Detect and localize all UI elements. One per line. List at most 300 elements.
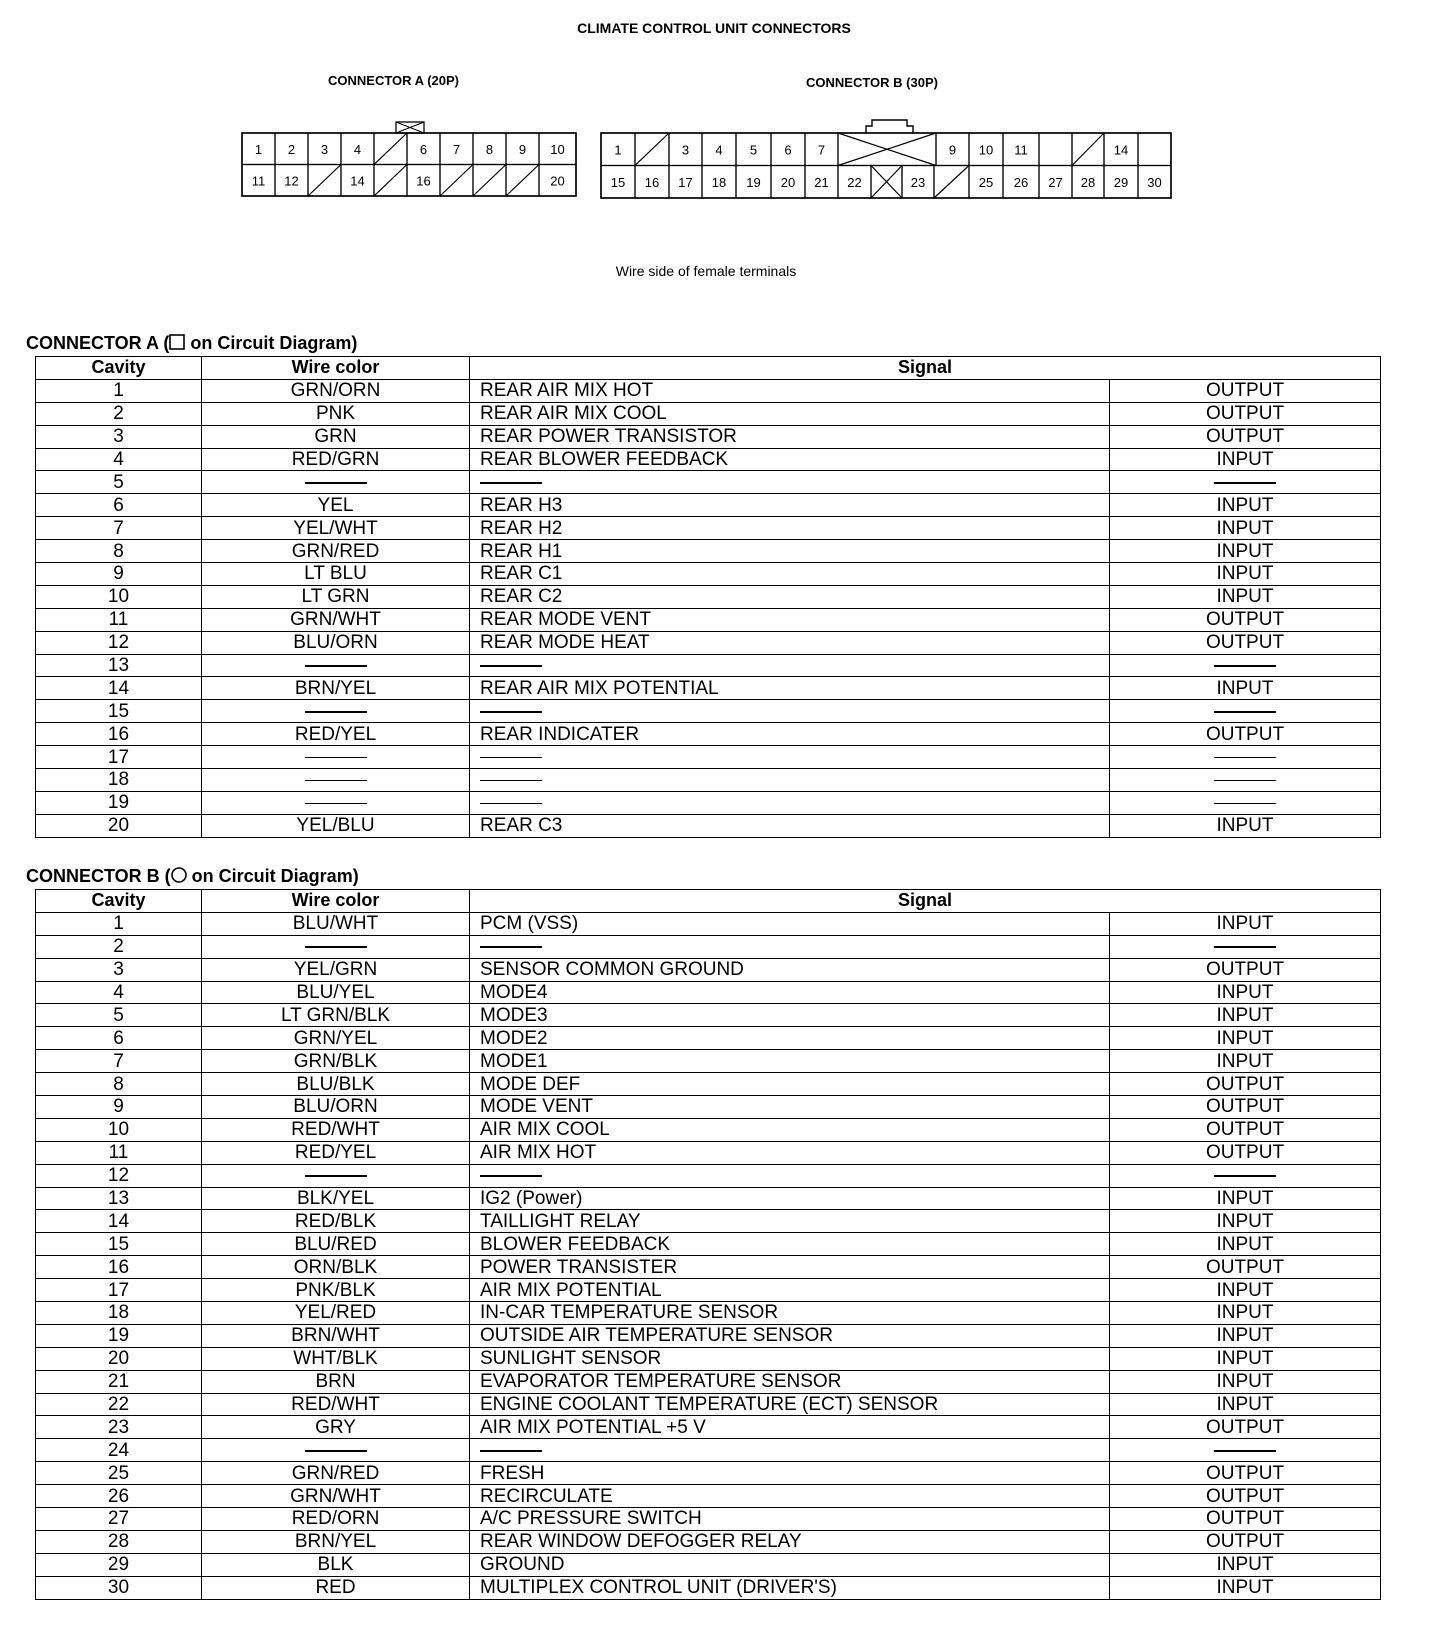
table-row [36,540,1381,563]
table-row [36,1096,1381,1119]
cavity-cell: 1 [36,379,202,402]
direction-cell [1110,935,1381,958]
unused-dash [305,803,367,805]
unused-dash [305,1175,367,1177]
unused-dash [480,711,542,713]
table-row [36,1164,1381,1187]
table-row [36,654,1381,677]
table-row [36,981,1381,1004]
table-row [36,494,1381,517]
direction-cell [1110,654,1381,677]
table-row [36,1324,1381,1347]
signal-cell [470,935,1110,958]
signal-cell: IN-CAR TEMPERATURE SENSOR [470,1302,1110,1325]
direction-cell: INPUT [1110,912,1381,935]
signal-cell: REAR H2 [470,517,1110,540]
wire-color-cell: LT GRN [202,585,470,608]
wire-color-cell: RED/GRN [202,448,470,471]
cavity-cell: 18 [36,1302,202,1325]
wire-color-cell [202,700,470,723]
wire-color-cell: BRN [202,1370,470,1393]
table-row [36,700,1381,723]
table-row [36,1141,1381,1164]
table-row [36,746,1381,769]
signal-cell: MODE1 [470,1050,1110,1073]
cavity-cell: 9 [36,1096,202,1119]
signal-cell: AIR MIX HOT [470,1141,1110,1164]
direction-cell [1110,746,1381,769]
direction-cell: INPUT [1110,1347,1381,1370]
signal-cell: RECIRCULATE [470,1485,1110,1508]
cavity-cell: 7 [36,1050,202,1073]
connector-b-pin-number: 22 [847,174,862,190]
table-row [36,1485,1381,1508]
wire-color-cell: GRN [202,425,470,448]
wire-color-cell: RED/WHT [202,1393,470,1416]
direction-cell: INPUT [1110,1027,1381,1050]
connector-b-pin-number: 23 [910,174,926,190]
direction-cell: OUTPUT [1110,723,1381,746]
connector-a-pin-number: 20 [550,173,565,189]
connector-b-pin-number: 11 [1014,142,1028,158]
table-row [36,912,1381,935]
direction-cell: OUTPUT [1110,1530,1381,1553]
unused-dash [305,482,367,484]
cavity-cell: 26 [36,1485,202,1508]
cavity-cell: 4 [36,981,202,1004]
signal-cell: MODE VENT [470,1096,1110,1119]
wire-color-cell [202,471,470,494]
wire-color-cell: GRN/YEL [202,1027,470,1050]
connector-a-pin-number: 14 [350,173,365,189]
direction-cell: OUTPUT [1110,1462,1381,1485]
wire-color-cell: GRN/WHT [202,608,470,631]
table-header-row [36,357,1381,380]
wire-color-cell: WHT/BLK [202,1347,470,1370]
wire-color-cell: RED [202,1576,470,1599]
connector-b-cavity [1039,133,1072,166]
connector-b-empty-cavity [934,166,969,199]
table-row [36,1393,1381,1416]
signal-cell: IG2 (Power) [470,1187,1110,1210]
signal-cell: REAR C2 [470,585,1110,608]
cavity-cell: 19 [36,1324,202,1347]
direction-cell [1110,1164,1381,1187]
cavity-cell: 10 [36,585,202,608]
signal-cell: REAR C3 [470,814,1110,837]
cavity-cell: 24 [36,1439,202,1462]
connector-b-pin-number: 16 [644,174,660,190]
cavity-cell: 23 [36,1416,202,1439]
connector-a-pin-number: 4 [353,141,362,157]
square-icon [169,334,185,355]
table-row [36,1462,1381,1485]
signal-cell: AIR MIX POTENTIAL [470,1279,1110,1302]
direction-cell: INPUT [1110,585,1381,608]
table-row [36,608,1381,631]
cavity-cell: 5 [36,471,202,494]
connector-b-pin-number: 30 [1147,174,1162,190]
wire-color-cell: BRN/YEL [202,677,470,700]
connector-a-pin-number: 11 [251,173,266,189]
connector-a-pin-number: 8 [485,141,494,157]
table-row [36,1118,1381,1141]
wire-color-cell: BLU/YEL [202,981,470,1004]
table-row [36,1233,1381,1256]
table-row [36,402,1381,425]
unused-dash [480,482,542,484]
unused-dash [1214,665,1276,667]
unused-dash [480,1450,542,1452]
direction-cell [1110,1439,1381,1462]
cavity-cell: 14 [36,1210,202,1233]
wire-color-cell: RED/ORN [202,1508,470,1531]
connector-a-pin-number: 9 [518,141,527,157]
direction-cell [1110,471,1381,494]
wire-color-cell [202,791,470,814]
signal-cell: REAR AIR MIX COOL [470,402,1110,425]
signal-header: Signal [470,890,1381,913]
connector-b-pin-number: 4 [715,142,723,158]
direction-cell: INPUT [1110,540,1381,563]
direction-cell: INPUT [1110,1233,1381,1256]
wire-color-cell: RED/YEL [202,723,470,746]
table-row [36,631,1381,654]
table-row [36,1347,1381,1370]
table-row [36,1530,1381,1553]
table-row [36,585,1381,608]
connector-a-pin-number: 16 [416,173,431,189]
unused-dash [1214,1175,1276,1177]
unused-dash [305,711,367,713]
cavity-cell: 13 [36,1187,202,1210]
cavity-cell: 21 [36,1370,202,1393]
unused-dash [1214,711,1276,713]
cavity-cell: 20 [36,814,202,837]
connector-b-pinout [0,0,1440,220]
signal-cell: POWER TRANSISTER [470,1256,1110,1279]
wire-side-note: Wire side of female terminals [615,263,797,279]
connector-b-empty-cavity [1072,133,1104,166]
wire-color-cell: GRN/WHT [202,1485,470,1508]
cavity-cell: 19 [36,791,202,814]
cavity-cell: 11 [36,608,202,631]
direction-cell: OUTPUT [1110,379,1381,402]
wire-color-header: Wire color [202,890,470,913]
wire-color-cell: PNK [202,402,470,425]
table-row [36,425,1381,448]
cavity-cell: 2 [36,402,202,425]
wire-color-cell: BLU/RED [202,1233,470,1256]
table-row [36,1210,1381,1233]
wire-color-cell: LT BLU [202,563,470,586]
direction-cell: OUTPUT [1110,1508,1381,1531]
wire-color-cell: PNK/BLK [202,1279,470,1302]
signal-cell [470,1164,1110,1187]
cavity-header: Cavity [36,357,202,380]
cavity-cell: 16 [36,723,202,746]
signal-cell: MODE4 [470,981,1110,1004]
direction-cell: OUTPUT [1110,1096,1381,1119]
wire-color-cell: RED/WHT [202,1118,470,1141]
direction-cell: INPUT [1110,814,1381,837]
cavity-cell: 2 [36,935,202,958]
wire-color-cell: ORN/BLK [202,1256,470,1279]
connector-b-cavity [1138,133,1171,166]
wire-color-cell: BLU/ORN [202,631,470,654]
cavity-cell: 30 [36,1576,202,1599]
unused-dash [305,946,367,948]
signal-cell: REAR WINDOW DEFOGGER RELAY [470,1530,1110,1553]
circle-icon [171,867,187,888]
unused-dash [480,946,542,948]
signal-cell: FRESH [470,1462,1110,1485]
table-row [36,1187,1381,1210]
unused-dash [305,665,367,667]
direction-cell: INPUT [1110,563,1381,586]
signal-cell: OUTSIDE AIR TEMPERATURE SENSOR [470,1324,1110,1347]
signal-cell: MULTIPLEX CONTROL UNIT (DRIVER'S) [470,1576,1110,1599]
signal-cell [470,471,1110,494]
connector-b-pin-number: 19 [746,174,761,190]
wire-color-cell: BRN/WHT [202,1324,470,1347]
direction-cell: OUTPUT [1110,958,1381,981]
unused-dash [305,757,367,759]
wire-color-cell: YEL/GRN [202,958,470,981]
connector-b-pin-number: 10 [978,142,994,158]
wire-color-cell: RED/YEL [202,1141,470,1164]
wire-color-cell: YEL/BLU [202,814,470,837]
cavity-cell: 8 [36,1073,202,1096]
unused-dash [1214,780,1276,782]
unused-dash [480,665,542,667]
direction-cell: OUTPUT [1110,631,1381,654]
cavity-cell: 3 [36,425,202,448]
signal-cell: REAR C1 [470,563,1110,586]
cavity-cell: 9 [36,563,202,586]
wire-color-cell [202,1439,470,1462]
table-row [36,517,1381,540]
unused-dash [305,1450,367,1452]
cavity-cell: 12 [36,631,202,654]
signal-cell: REAR H1 [470,540,1110,563]
table-row [36,1279,1381,1302]
wire-color-cell: BRN/YEL [202,1530,470,1553]
signal-cell: REAR POWER TRANSISTOR [470,425,1110,448]
direction-cell: OUTPUT [1110,1141,1381,1164]
connector-b-pin-number: 18 [711,174,727,190]
connector-b-empty-cavity [635,133,669,166]
cavity-cell: 27 [36,1508,202,1531]
cavity-cell: 5 [36,1004,202,1027]
signal-cell: TAILLIGHT RELAY [470,1210,1110,1233]
direction-cell: INPUT [1110,494,1381,517]
wire-color-cell: LT GRN/BLK [202,1004,470,1027]
direction-cell [1110,769,1381,792]
cavity-cell: 10 [36,1118,202,1141]
direction-cell: INPUT [1110,1187,1381,1210]
connector-a-table [35,356,1381,838]
wire-color-cell: GRN/BLK [202,1050,470,1073]
connector-b-pin-number: 15 [610,174,626,190]
cavity-cell: 3 [36,958,202,981]
table-row [36,1302,1381,1325]
signal-cell: EVAPORATOR TEMPERATURE SENSOR [470,1370,1110,1393]
connector-b-section-title [26,866,359,888]
connector-b-latch [866,120,913,133]
connector-a-pin-number: 10 [550,141,565,157]
connector-a-pin-number: 12 [284,173,299,189]
table-row [36,1553,1381,1576]
table-row [36,1027,1381,1050]
cavity-cell: 17 [36,1279,202,1302]
cavity-cell: 8 [36,540,202,563]
direction-cell [1110,791,1381,814]
unused-dash [1214,946,1276,948]
cavity-cell: 17 [36,746,202,769]
unused-dash [1214,757,1276,759]
table-row [36,1508,1381,1531]
connector-a-pin-number: 3 [320,141,329,157]
connector-b-pin-number: 7 [817,142,826,158]
connector-b-pin-number: 1 [614,142,622,158]
connector-b-pin-number: 5 [749,142,758,158]
cavity-cell: 7 [36,517,202,540]
connector-a-pin-number: 7 [452,141,461,157]
cavity-cell: 28 [36,1530,202,1553]
signal-cell [470,746,1110,769]
table-row [36,1256,1381,1279]
direction-cell [1110,700,1381,723]
wire-color-cell [202,769,470,792]
cavity-cell: 13 [36,654,202,677]
signal-cell: SENSOR COMMON GROUND [470,958,1110,981]
connector-a-pin-number: 1 [254,141,263,157]
signal-cell [470,700,1110,723]
direction-cell: INPUT [1110,1553,1381,1576]
table-row [36,677,1381,700]
wire-color-cell: BLU/WHT [202,912,470,935]
signal-cell: MODE2 [470,1027,1110,1050]
table-row [36,958,1381,981]
signal-cell: AIR MIX POTENTIAL +5 V [470,1416,1110,1439]
direction-cell: INPUT [1110,1576,1381,1599]
signal-cell: AIR MIX COOL [470,1118,1110,1141]
wire-color-cell [202,654,470,677]
table-row [36,1073,1381,1096]
unused-dash [480,803,542,805]
connector-b-label: CONNECTOR B (30P) [806,75,938,90]
unused-dash [480,1175,542,1177]
table-row [36,1370,1381,1393]
signal-cell: GROUND [470,1553,1110,1576]
wire-color-cell: BLU/ORN [202,1096,470,1119]
connector-b-pin-number: 6 [784,142,792,158]
signal-cell: PCM (VSS) [470,912,1110,935]
table-row [36,563,1381,586]
table-row [36,791,1381,814]
unused-dash [480,780,542,782]
table-row [36,1439,1381,1462]
unused-dash [1214,482,1276,484]
cavity-cell: 15 [36,700,202,723]
direction-cell: OUTPUT [1110,1416,1381,1439]
signal-cell: REAR H3 [470,494,1110,517]
page-title: CLIMATE CONTROL UNIT CONNECTORS [577,20,851,36]
signal-cell: MODE DEF [470,1073,1110,1096]
direction-cell: OUTPUT [1110,425,1381,448]
table-row [36,1004,1381,1027]
unused-dash [1214,1450,1276,1452]
signal-cell: SUNLIGHT SENSOR [470,1347,1110,1370]
table-row [36,1576,1381,1599]
cavity-cell: 1 [36,912,202,935]
cavity-cell: 11 [36,1141,202,1164]
wire-color-cell: BLK/YEL [202,1187,470,1210]
wire-color-cell: BLK [202,1553,470,1576]
cavity-cell: 20 [36,1347,202,1370]
direction-cell: INPUT [1110,1279,1381,1302]
signal-cell [470,791,1110,814]
unused-dash [305,780,367,782]
direction-cell: OUTPUT [1110,1118,1381,1141]
connector-b-pin-number: 25 [978,174,994,190]
signal-cell: ENGINE COOLANT TEMPERATURE (ECT) SENSOR [470,1393,1110,1416]
section-title-suffix: on Circuit Diagram) [185,333,358,353]
connector-b-pin-number: 21 [814,174,829,190]
cavity-cell: 16 [36,1256,202,1279]
direction-cell: INPUT [1110,517,1381,540]
connector-b-pin-number: 14 [1113,142,1129,158]
connector-a-pin-number: 6 [419,141,428,157]
connector-b-pin-number: 9 [948,142,957,158]
cavity-cell: 29 [36,1553,202,1576]
table-row [36,379,1381,402]
connector-b-table [35,889,1381,1600]
cavity-cell: 6 [36,494,202,517]
connector-b-pin-number: 27 [1048,174,1063,190]
signal-cell [470,1439,1110,1462]
signal-cell: A/C PRESSURE SWITCH [470,1508,1110,1531]
section-title-prefix: CONNECTOR A ( [26,333,170,353]
table-row [36,814,1381,837]
section-title-prefix: CONNECTOR B ( [26,866,171,886]
wire-color-cell [202,1164,470,1187]
cavity-cell: 18 [36,769,202,792]
direction-cell: OUTPUT [1110,1256,1381,1279]
signal-cell: REAR AIR MIX POTENTIAL [470,677,1110,700]
direction-cell: INPUT [1110,1210,1381,1233]
direction-cell: INPUT [1110,981,1381,1004]
wire-color-header: Wire color [202,357,470,380]
table-row [36,448,1381,471]
connector-b-pin-number: 28 [1080,174,1096,190]
direction-cell: INPUT [1110,1302,1381,1325]
table-row [36,1416,1381,1439]
connector-a-section-title [26,333,357,355]
connector-b-pin-number: 29 [1113,174,1129,190]
direction-cell: INPUT [1110,1393,1381,1416]
cavity-header: Cavity [36,890,202,913]
signal-cell: REAR MODE HEAT [470,631,1110,654]
cavity-cell: 25 [36,1462,202,1485]
connector-a-label: CONNECTOR A (20P) [328,73,459,88]
cavity-cell: 22 [36,1393,202,1416]
wire-color-cell: GRN/ORN [202,379,470,402]
signal-cell [470,654,1110,677]
signal-cell: REAR BLOWER FEEDBACK [470,448,1110,471]
wire-color-cell: YEL [202,494,470,517]
